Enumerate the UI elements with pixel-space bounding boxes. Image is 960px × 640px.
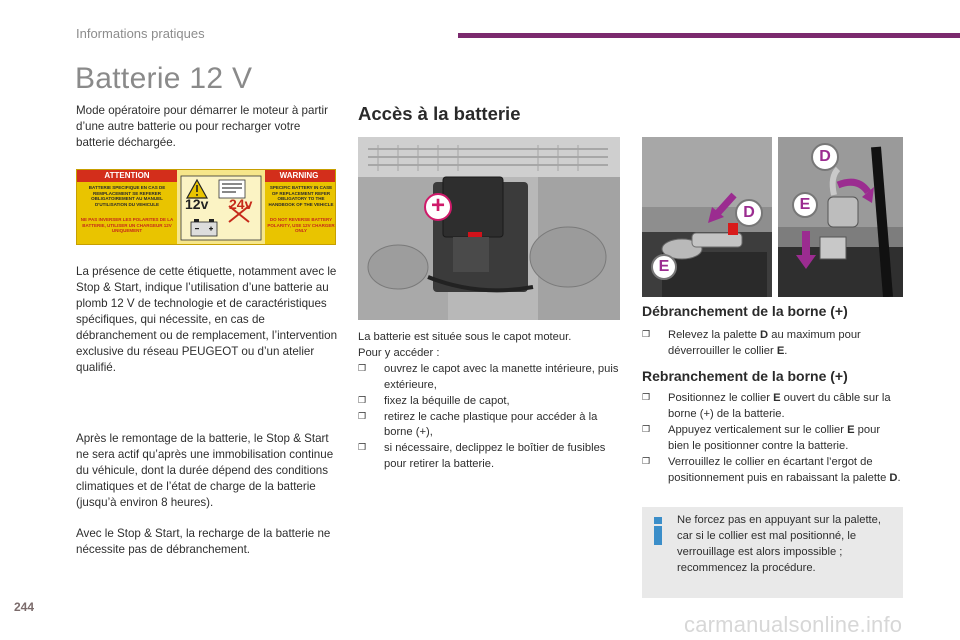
info-note-box: [642, 507, 903, 598]
list-item: ❒ Appuyez verticalement sur le collier E pour bien le positionner contre la batterie.: [642, 423, 881, 452]
warning-header: WARNING: [263, 170, 335, 182]
label-left-text-2: NE PAS INVERSER LES POLARITES DE LA BATTERIE, UTILISER UN CHARGEUR 12V UNIQUEMENT: [80, 217, 174, 234]
access-intro-2: Pour y accéder :: [358, 346, 440, 359]
info-icon: [654, 517, 662, 545]
header-accent-bar: [458, 33, 960, 38]
checkbox-bullet-icon: ❒: [358, 443, 367, 454]
battery-warning-label: [76, 169, 336, 245]
checkbox-bullet-icon: ❒: [642, 330, 651, 340]
checkbox-bullet-icon: ❒: [642, 393, 651, 403]
attention-header: ATTENTION: [77, 170, 177, 182]
watermark: carmanualsonline.info: [684, 612, 903, 637]
checkbox-bullet-icon: ❒: [358, 411, 367, 422]
intro-paragraph: Mode opératoire pour démarrer le moteur à partir d’une autre batterie ou pour recharger votre batterie déchargée.: [76, 104, 328, 149]
access-intro-1: La batterie est située sous le capot moteur.: [358, 331, 572, 343]
label-right-text-2: DO NOT REVERSE BATTERY POLARITY, USE 12V CHARGER ONLY: [267, 217, 335, 234]
checkbox-bullet-icon: ❒: [642, 456, 651, 467]
list-item: ❒ Relevez la palette D au maximum pour déverrouiller le collier E.: [642, 329, 861, 357]
checkbox-bullet-icon: ❒: [642, 424, 651, 435]
stop-start-reinstall-paragraph: Après le remontage de la batterie, le Stop & Start ne sera actif qu’après une immobilisation continue du véhicule, dont la durée dépend des conditions climatiques et de l’état de charge de la batterie (jusqu’à environ 8 heures).: [76, 432, 334, 509]
terminal-clamp-photo-left: [642, 137, 772, 297]
access-section-title: Accès à la batterie: [358, 103, 521, 124]
checkbox-bullet-icon: ❒: [358, 395, 367, 406]
stop-start-recharge-paragraph: Avec le Stop & Start, la recharge de la batterie ne nécessite pas de débranchement.: [76, 527, 331, 556]
list-item: ❒ fixez la béquille de capot,: [358, 394, 620, 410]
list-item: ❒ ouvrez le capot avec la manette intérieure, puis extérieure,: [358, 362, 619, 391]
collar-e-marker: E: [658, 258, 670, 275]
list-item: ❒ retirez le cache plastique pour accéder à la borne (+),: [358, 410, 598, 439]
label-explanation-paragraph: La présence de cette étiquette, notamment avec le Stop & Start, indique l’utilisation d’une batterie au plomb 12 V de technologie et de caractéristiques spécifiques, qui nécessite, en cas de débranchement ou de remplacement, l’intervention exclusive du réseau PEUGEOT ou d’un atelier qualifié.: [76, 265, 338, 374]
section-label: Informations pratiques: [76, 26, 205, 41]
paddle-d-marker: D: [819, 148, 831, 165]
voltage-12v: 12v: [185, 196, 209, 212]
list-item: ❒ si nécessaire, declippez le boîtier de fusibles pour retirer la batterie.: [358, 442, 606, 471]
label-right-text-1: SPECIFIC BATTERY IN CASE OF REPLACEMENT REFER OBLIGATORY TO THE HANDBOOK OF THE VEHICLE: [268, 185, 334, 207]
collar-e-marker: E: [799, 196, 811, 213]
disconnect-instructions: [642, 328, 904, 360]
page-title: Batterie 12 V: [75, 62, 253, 95]
positive-terminal-marker: +: [430, 192, 445, 219]
page-number: 244: [14, 600, 35, 614]
label-left-text-1: BATTERIE SPECIFIQUE EN CAS DE REMPLACEMENT SE REFERER OBLIGATOIREMENT AU MANUEL D'UTILISATION DU VEHICULE: [88, 185, 166, 207]
info-note-text: Ne forcez pas en appuyant sur la palette, car si le collier est mal positionné, le verrouillage est alors impossible ; recommencez la procédure.: [677, 514, 881, 574]
access-instructions: [358, 330, 620, 473]
paddle-d-marker: D: [743, 204, 755, 221]
disconnect-section-title: Débranchement de la borne (+): [642, 303, 848, 319]
voltage-24v: 24v: [229, 196, 253, 212]
list-item: ❒ Verrouillez le collier en écartant l’ergot de positionnement puis en rabaissant la palette D.: [642, 455, 901, 484]
list-item: ❒ Positionnez le collier E ouvert du câble sur la borne (+) de la batterie.: [642, 392, 891, 420]
terminal-clamp-photo-right: [778, 137, 903, 297]
label-pictograms: [177, 170, 265, 245]
reconnect-section-title: Rebranchement de la borne (+): [642, 368, 848, 384]
checkbox-bullet-icon: ❒: [358, 363, 367, 374]
reconnect-instructions: [642, 391, 904, 486]
engine-bay-photo: [358, 137, 620, 320]
